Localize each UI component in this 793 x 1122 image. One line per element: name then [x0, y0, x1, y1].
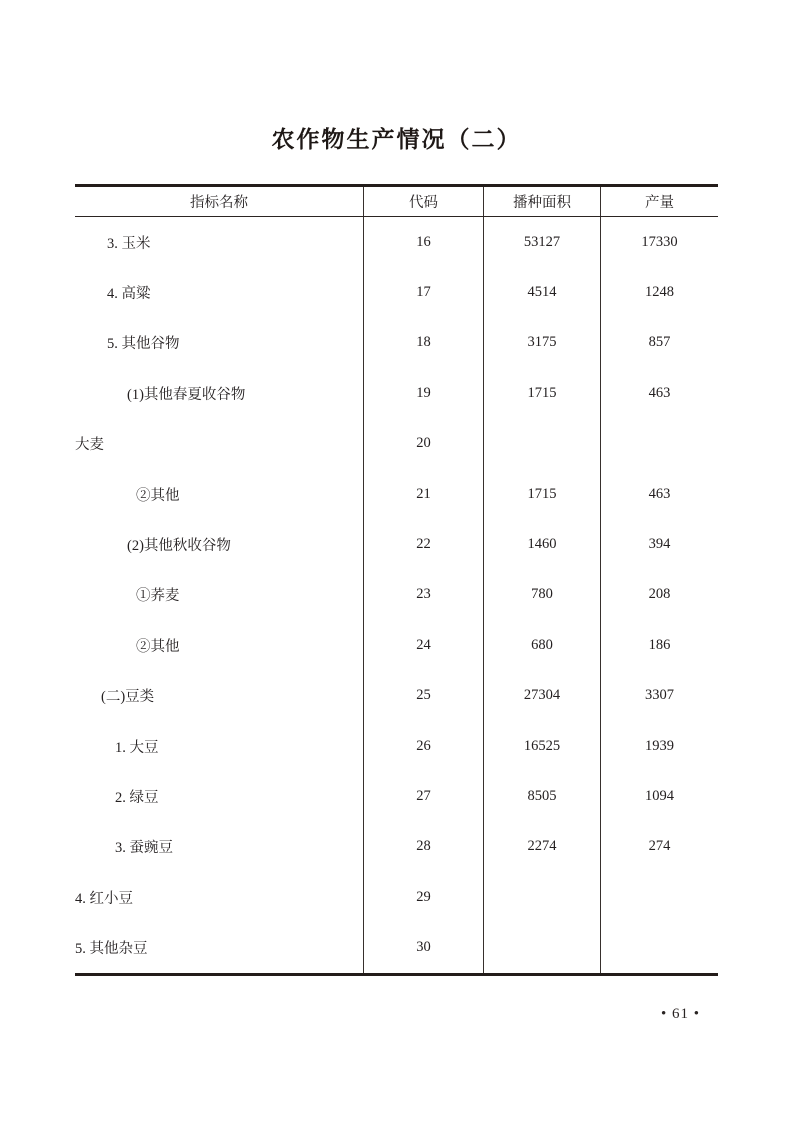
row-code: 24 [363, 620, 483, 670]
row-output: 1248 [600, 267, 718, 317]
table-row [75, 469, 718, 519]
row-area [483, 922, 600, 972]
table-row [75, 570, 718, 620]
header-output: 产量 [600, 187, 718, 216]
table-row [75, 519, 718, 569]
page-number: • 61 • [660, 1006, 700, 1022]
row-area: 16525 [483, 721, 600, 771]
row-area: 780 [483, 570, 600, 620]
header-indicator-name: 指标名称 [190, 195, 248, 211]
row-label: 5. 其他谷物 [107, 336, 180, 353]
row-label: 1. 大豆 [115, 739, 159, 756]
row-area: 2274 [483, 822, 600, 872]
row-output: 1094 [600, 771, 718, 821]
row-label: ②其他 [136, 487, 180, 504]
row-label: 3. 玉米 [107, 235, 151, 252]
row-label: ②其他 [136, 638, 180, 655]
table-row [75, 671, 718, 721]
row-area: 680 [483, 620, 600, 670]
row-code: 22 [363, 519, 483, 569]
table-row [75, 771, 718, 821]
row-label: ①荞麦 [136, 588, 180, 605]
table-row [75, 620, 718, 670]
row-code: 29 [363, 872, 483, 922]
row-code: 21 [363, 469, 483, 519]
row-label: 5. 其他杂豆 [75, 941, 148, 958]
row-label: 3. 蚕豌豆 [115, 840, 173, 857]
table-row [75, 419, 718, 469]
row-output [600, 872, 718, 922]
row-code: 30 [363, 922, 483, 972]
row-output: 3307 [600, 671, 718, 721]
table-row [75, 267, 718, 317]
row-output: 17330 [600, 217, 718, 267]
row-label: 4. 高粱 [107, 286, 151, 303]
page-title: 农作物生产情况（二） [271, 127, 522, 152]
crop-production-table [75, 184, 718, 976]
table-row [75, 872, 718, 922]
row-output: 463 [600, 368, 718, 418]
row-label: 4. 红小豆 [75, 890, 133, 907]
header-sown-area: 播种面积 [483, 187, 600, 216]
row-code: 19 [363, 368, 483, 418]
table-header-row [75, 187, 718, 217]
row-area: 53127 [483, 217, 600, 267]
row-output: 857 [600, 318, 718, 368]
row-label: (2)其他秋收谷物 [127, 538, 231, 555]
row-area: 1715 [483, 469, 600, 519]
row-output: 1939 [600, 721, 718, 771]
row-output [600, 419, 718, 469]
row-code: 16 [363, 217, 483, 267]
row-label: (1)其他春夏收谷物 [127, 386, 246, 403]
table-row [75, 318, 718, 368]
row-label: (二)豆类 [101, 689, 155, 706]
row-label: 大麦 [75, 437, 104, 454]
table-row [75, 368, 718, 418]
row-code: 18 [363, 318, 483, 368]
table-row [75, 217, 718, 267]
table-row [75, 721, 718, 771]
row-area: 1460 [483, 519, 600, 569]
row-output: 463 [600, 469, 718, 519]
row-area [483, 419, 600, 469]
row-code: 25 [363, 671, 483, 721]
row-output: 274 [600, 822, 718, 872]
table-row [75, 922, 718, 972]
row-area: 8505 [483, 771, 600, 821]
row-output [600, 922, 718, 972]
row-code: 26 [363, 721, 483, 771]
row-label: 2. 绿豆 [115, 789, 159, 806]
row-code: 27 [363, 771, 483, 821]
row-output: 208 [600, 570, 718, 620]
row-output: 186 [600, 620, 718, 670]
row-code: 28 [363, 822, 483, 872]
table-row [75, 822, 718, 872]
row-output: 394 [600, 519, 718, 569]
row-area: 1715 [483, 368, 600, 418]
row-code: 17 [363, 267, 483, 317]
row-area: 27304 [483, 671, 600, 721]
row-area: 4514 [483, 267, 600, 317]
header-code: 代码 [363, 187, 483, 216]
row-area: 3175 [483, 318, 600, 368]
row-code: 23 [363, 570, 483, 620]
row-code: 20 [363, 419, 483, 469]
row-area [483, 872, 600, 922]
